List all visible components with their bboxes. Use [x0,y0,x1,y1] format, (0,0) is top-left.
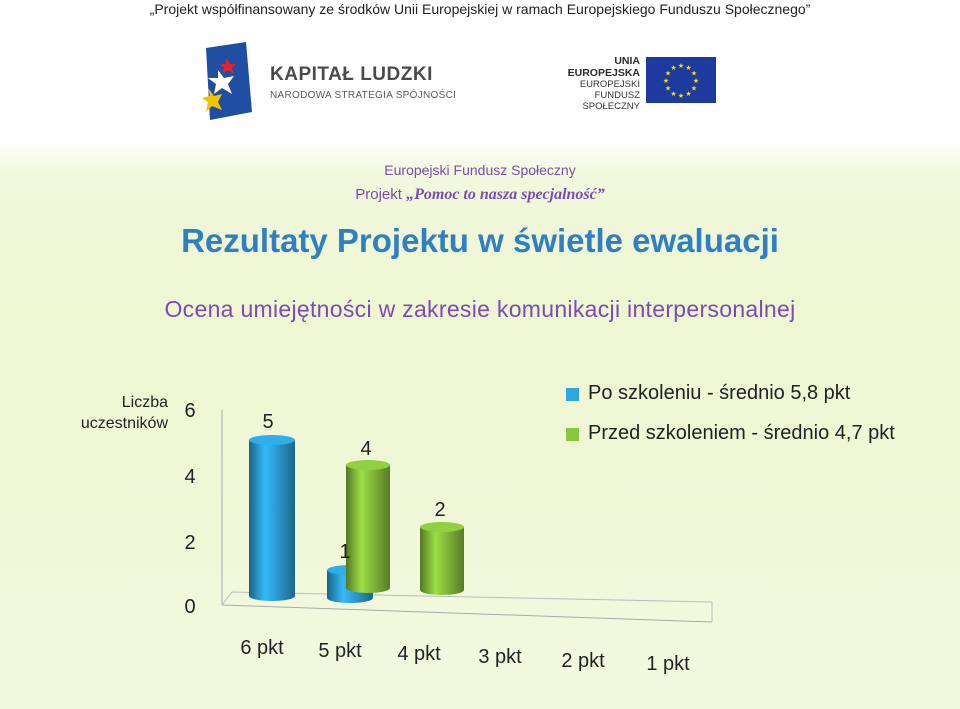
y-axis-label-line2: uczestników [80,415,168,432]
bar-before [420,527,464,590]
bar-top [420,522,464,532]
cofinancing-banner: „Projekt współfinansowany ze środków Unii Europejskiej w ramach Europejskiego Funduszu Społecznego” [149,1,811,17]
plot-floor-lines [222,592,712,622]
eu-star-icon: ★ [690,70,698,78]
legend-swatch-after [566,388,579,401]
kapital-ludzki-logo [200,40,460,122]
eu-star-icon: ★ [670,65,677,73]
eu-star-icon: ★ [685,90,692,98]
x-tick-label: 6 pkt [240,637,284,659]
project-name: „Pomoc to nasza specjalność” [406,186,605,203]
eu-star-icon: ★ [664,70,672,78]
eu-star-icon: ★ [662,78,670,85]
y-tick-label: 4 [184,466,196,488]
data-label: 5 [262,411,274,433]
x-tick-label: 1 pkt [646,653,690,675]
project-prefix: Projekt [355,186,407,203]
data-label: 4 [360,438,372,460]
kapital-ludzki-title: KAPITAŁ LUDZKI [270,64,433,85]
page-title: Rezultaty Projektu w świetle ewaluacji [181,222,779,259]
eu-star-icon: ★ [685,65,692,73]
eu-star-icon: ★ [690,85,698,93]
kapital-ludzki-emblem-icon [200,40,260,122]
x-tick-label: 3 pkt [478,646,522,668]
eu-logo-line3: FUNDUSZ SPOŁECZNY [582,90,640,112]
eu-star-icon: ★ [677,93,685,100]
y-tick-label: 2 [184,532,196,554]
bar-chart [0,370,960,709]
page-subtitle: Ocena umiejętności w zakresie komunikacji interpersonalnej [164,296,796,322]
bar-base [249,591,295,601]
data-label: 1 [339,541,351,563]
legend-label-after: Po szkoleniu - średnio 5,8 pkt [588,382,851,404]
y-tick-label: 0 [184,596,196,618]
eu-logo-line2: EUROPEJSKI [579,79,640,90]
y-tick-label: 6 [184,400,196,422]
eu-star-icon: ★ [677,63,685,70]
bar-after [249,440,295,596]
bar-top [346,460,390,470]
eu-logo [540,55,720,112]
legend-swatch-before [566,428,579,441]
x-tick-label: 5 pkt [318,640,362,662]
eu-logo-text [540,55,640,112]
x-tick-label: 2 pkt [561,650,605,672]
eu-star-icon: ★ [692,78,700,85]
bar-base [327,593,373,603]
bar-base [420,585,464,595]
kapital-ludzki-subtitle: NARODOWA STRATEGIA SPÓJNOŚCI [270,90,457,101]
eu-flag-icon [646,57,716,103]
y-axis-label-line1: Liczba [121,394,168,411]
data-label: 2 [434,499,446,521]
bar-before [346,465,390,588]
bar-base [346,583,390,593]
project-line [0,186,960,204]
bar-top [249,435,295,445]
eu-logo-line1: UNIA EUROPEJSKA [567,55,640,79]
fund-name: Europejski Fundusz Społeczny [384,162,576,178]
eu-star-icon: ★ [664,85,672,93]
legend-label-before: Przed szkoleniem - średnio 4,7 pkt [588,422,895,444]
eu-star-icon: ★ [670,90,677,98]
x-tick-label: 4 pkt [397,643,441,665]
